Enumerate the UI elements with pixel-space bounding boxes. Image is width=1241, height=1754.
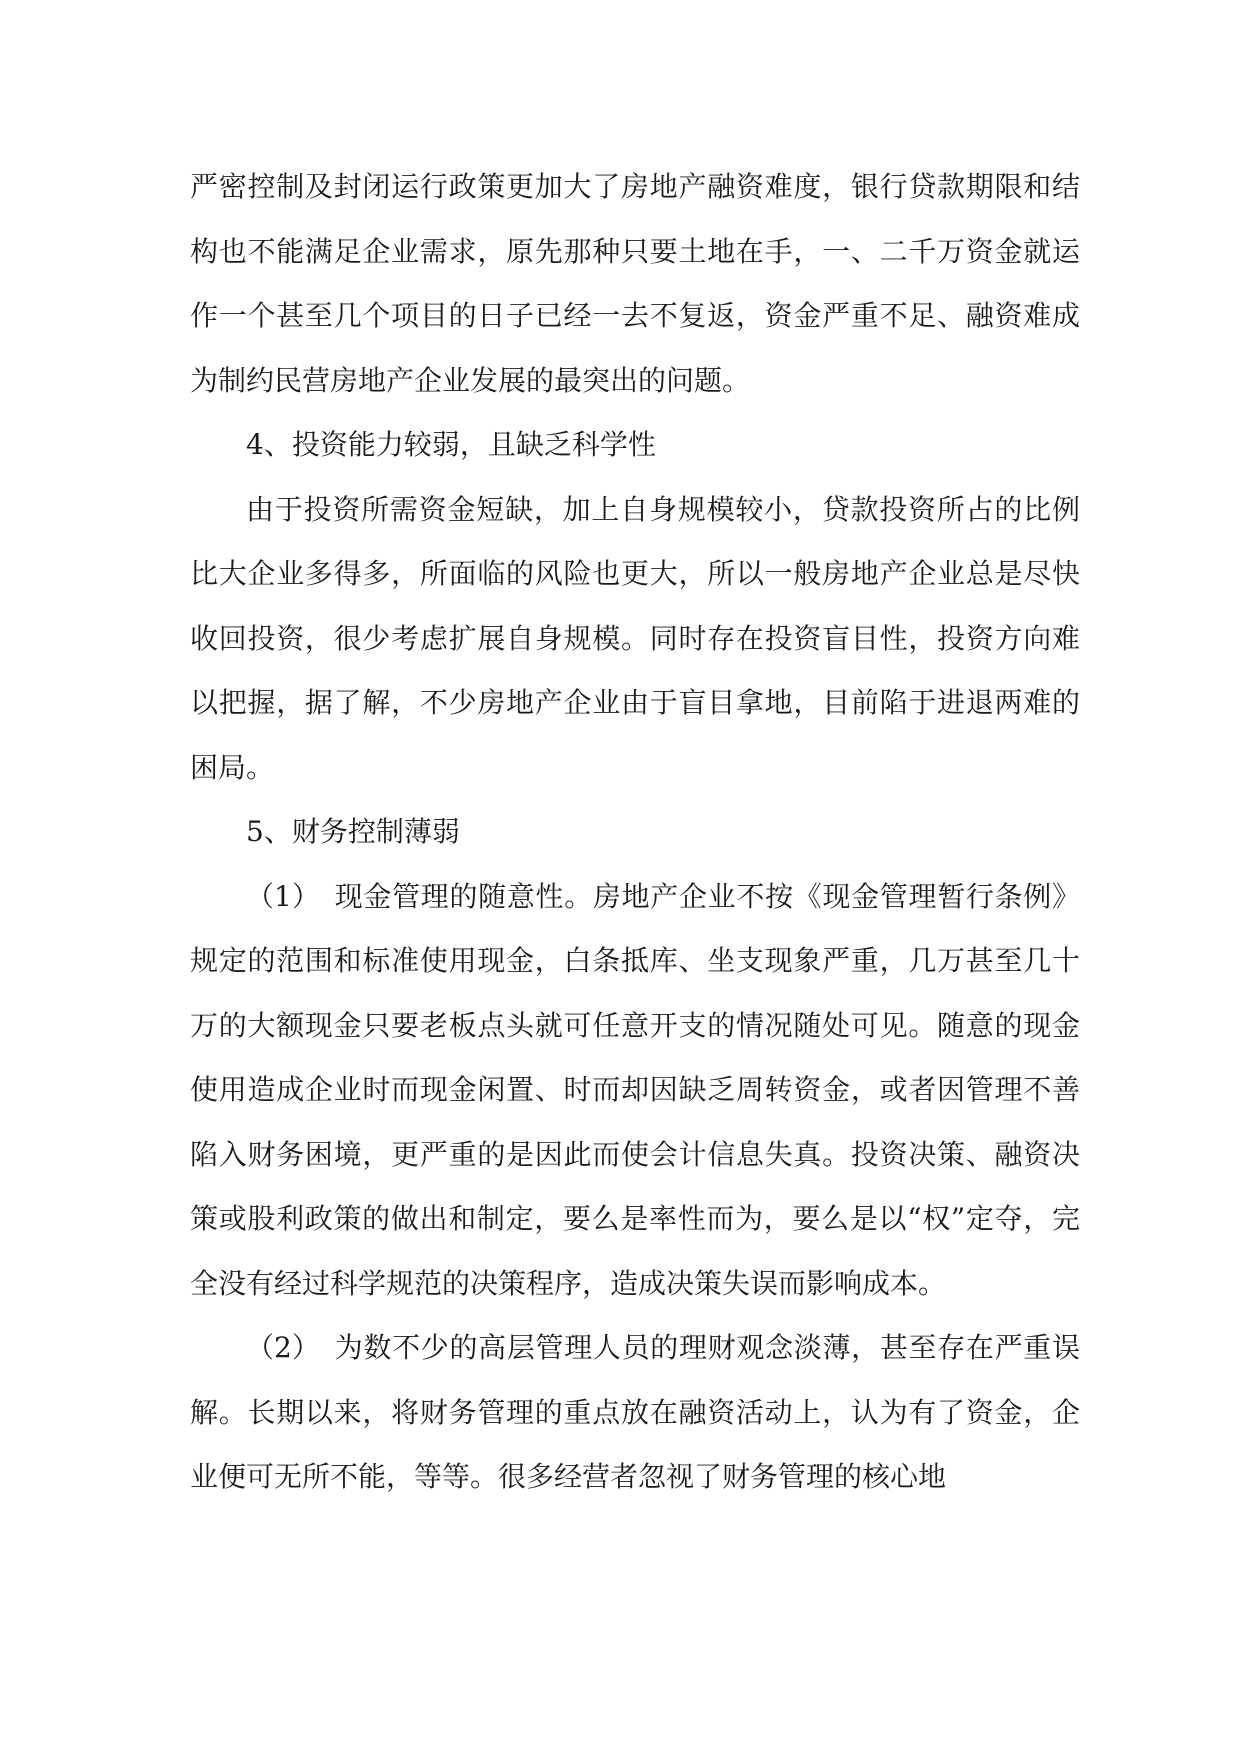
section-heading-4: 4、投资能力较弱，且缺乏科学性: [246, 428, 656, 461]
list-item-text: 现金管理的随意性。房地产企业不按《现金管理暂行条例》规定的范围和标准使用现金，白条抵库、坐支现象严重，几万甚至几十万的大额现金只要老板点头就可任意开支的情况随处可见。随意的现金使用造成企业时而现金闲置、时而却因缺乏周转资金，或者因管理不善陷入财务困境，更严重的是因此而使会计信息失真。投资决策、融资决策或股利政策的做出和制定，要么是率性而为，要么是以“权”定夺，完全没有经过科学规范的决策程序，造成决策失误而影响成本。: [190, 879, 1080, 1300]
list-item-1: [190, 865, 1080, 1317]
list-item-text: 为数不少的高层管理人员的理财观念淡薄，甚至存在严重误解。长期以来，将财务管理的重点放在融资活动上，认为有了资金，企业便可无所不能，等等。很多经营者忽视了财务管理的核心地: [190, 1331, 1080, 1493]
list-item-number: （1）: [246, 879, 320, 913]
section-heading-5: 5、财务控制薄弱: [246, 815, 460, 848]
list-item-2: [190, 1316, 1080, 1510]
list-item-number: （2）: [246, 1331, 320, 1364]
paragraph-investment: 由于投资所需资金短缺，加上自身规模较小，贷款投资所占的比例比大企业多得多，所面临的风险也更大，所以一般房地产企业总是尽快收回投资，很少考虑扩展自身规模。同时存在投资盲目性，投资方向难以把握，据了解，不少房地产企业由于盲目拿地，目前陷于进退两难的困局。: [190, 492, 1080, 784]
paragraph-continuation: 严密控制及封闭运行政策更加大了房地产融资难度，银行贷款期限和结构也不能满足企业需求，原先那种只要土地在手，一、二千万资金就运作一个甚至几个项目的日子已经一去不复返，资金严重不足、融资难成为制约民营房地产企业发展的最突出的问题。: [190, 170, 1080, 397]
document-body: [190, 155, 1080, 1510]
